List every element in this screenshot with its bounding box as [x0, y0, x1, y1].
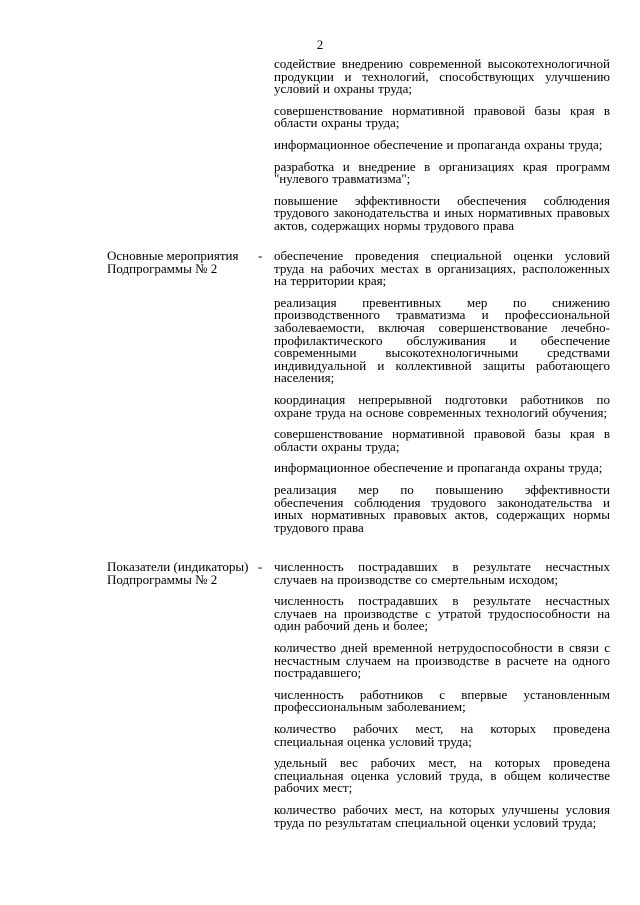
list-item: информационное обеспечение и пропаганда охраны труда; — [274, 136, 603, 152]
top-items-list — [274, 58, 610, 233]
activities-label: Основные мероприятия Подпрограммы № 2 — [107, 248, 239, 276]
list-item: количество рабочих мест, на которых улучшены условия труда по результатам специальной оценки условий труда; — [274, 801, 610, 830]
list-item: реализация превентивных мер по снижению производственного травматизма и профессиональной заболеваемости, включая совершенствование лечебно-профилактического обслуживания и обеспечение современными высокотехнологичными средствами индивидуальной и коллективной защиты работающего населения; — [274, 294, 610, 386]
list-item: повышение эффективности обеспечения соблюдения трудового законодательства и иных нормативных правовых актов, содержащих нормы трудового права — [274, 192, 610, 233]
list-item: численность пострадавших в результате несчастных случаев на производстве со смертельным исходом; — [274, 559, 610, 587]
list-item: координация непрерывной подготовки работников по охране труда на основе современных технологий обучения; — [274, 391, 610, 420]
list-item: удельный вес рабочих мест, на которых проведена специальная оценка условий труда, в общем количестве рабочих мест; — [274, 755, 610, 796]
activities-dash: - — [258, 248, 263, 263]
activities-list — [274, 250, 610, 534]
list-item: численность работников с впервые установленным профессиональным заболеванием; — [274, 686, 610, 715]
list-item: информационное обеспечение и пропаганда охраны труда; — [274, 460, 603, 476]
indicators-list — [274, 561, 610, 829]
indicators-label: Показатели (индикаторы) Подпрограммы № 2 — [107, 559, 249, 587]
list-item: реализация мер по повышению эффективности обеспечения соблюдения трудового законодательства и иных нормативных правовых актов, содержащих нормы трудового права — [274, 481, 610, 535]
list-item: количество рабочих мест, на которых проведена специальная оценка условий труда; — [274, 720, 610, 749]
list-item: количество дней временной нетрудоспособности в связи с несчастным случаем на производстве в расчете на одного пострадавшего; — [274, 639, 610, 681]
list-item: совершенствование нормативной правовой базы края в области охраны труда; — [274, 426, 610, 454]
list-item: обеспечение проведения специальной оценки условий труда на рабочих местах в организациях, расположенных на территории края; — [274, 248, 610, 289]
indicators-dash: - — [258, 559, 263, 574]
page-number: 2 — [316, 37, 324, 52]
list-item: содействие внедрению современной высокотехнологичной продукции и технологий, способствующих улучшению условий и охраны труда; — [274, 56, 610, 97]
list-item: численность пострадавших в результате несчастных случаев на производстве с утратой трудоспособности на один рабочий день и более; — [274, 593, 610, 634]
list-item: разработка и внедрение в организациях края программ "нулевого травматизма"; — [274, 158, 610, 187]
list-item: совершенствование нормативной правовой базы края в области охраны труда; — [274, 102, 610, 131]
